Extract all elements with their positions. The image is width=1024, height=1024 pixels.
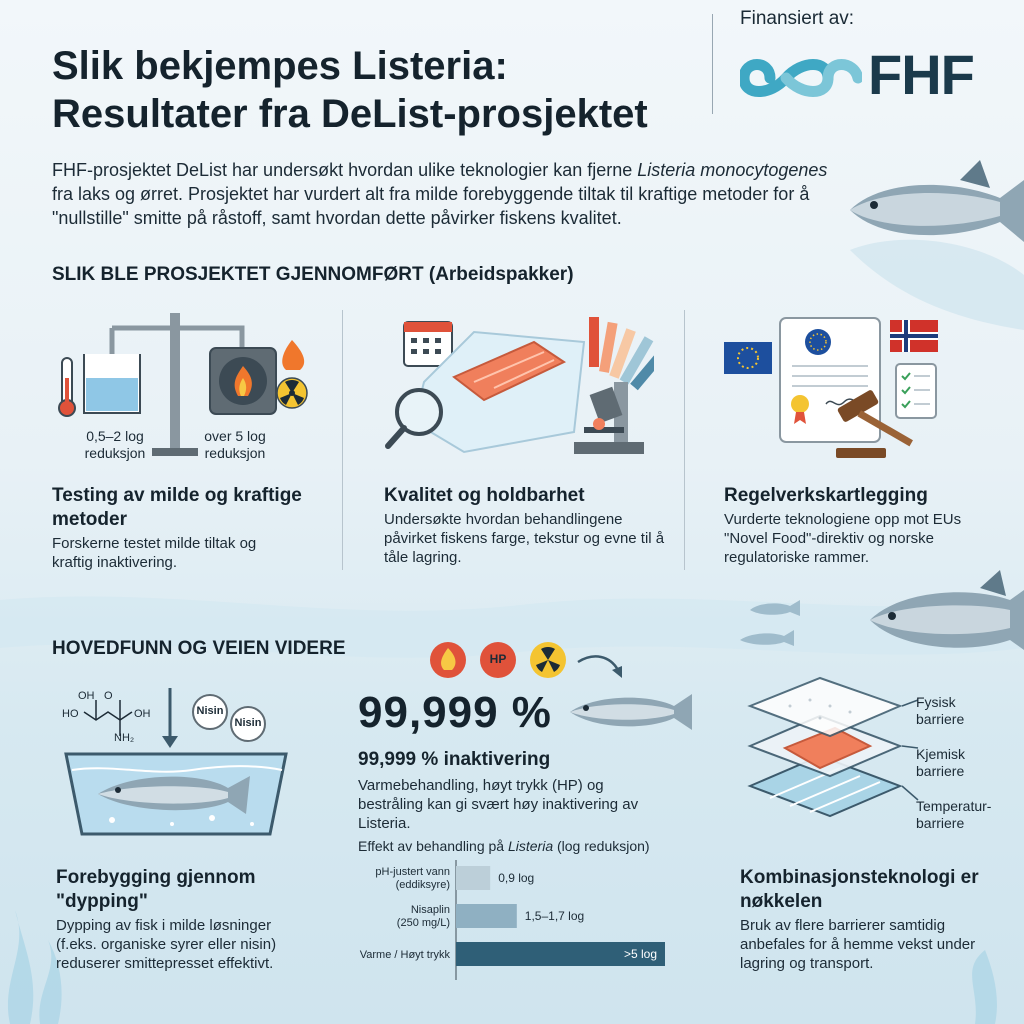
- intro-species: Listeria monocytogenes: [637, 160, 828, 180]
- chart-category-label: Varme / Høyt trykk: [359, 949, 450, 961]
- chart-title-species: Listeria: [507, 838, 554, 854]
- molecule-label-o: O: [104, 690, 113, 702]
- chart-title-prefix: Effekt av behandling på: [358, 838, 508, 854]
- page-title: [52, 42, 732, 138]
- layer-label-temperature: Temperatur-barriere: [916, 798, 992, 831]
- log-reduction-bar-chart: [350, 860, 690, 980]
- regulation-illustration: [720, 312, 960, 472]
- layer-label-physical: Fysisk barriere: [916, 694, 965, 727]
- salmon-small-icon: [566, 686, 696, 736]
- wp1-label-left: 0,5–2 log reduksjon: [84, 428, 146, 461]
- molecule-label-ho: HO: [62, 708, 79, 720]
- nisin-bubble-2: Nisin: [234, 717, 262, 729]
- hp-badge: HP: [489, 652, 507, 666]
- dipping-title: Forebygging gjennom "dypping": [56, 867, 256, 912]
- chart-title: [358, 838, 650, 854]
- combination-title: Kombinasjonsteknologi er nøkkelen: [740, 867, 979, 912]
- separator-2: [684, 310, 685, 570]
- chart-title-suffix: (log reduksjon): [553, 838, 650, 854]
- wp1-title: Testing av milde og kraftige metoder: [52, 485, 302, 530]
- molecule-label-oh1: OH: [78, 690, 95, 702]
- barrier-layers-illustration: [730, 676, 920, 836]
- sponsor-label: Finansiert av:: [740, 8, 855, 29]
- wp2-body: Undersøkte hvordan behandlingene påvirket fiskens farge, tekstur og evne til å tåle lagring.: [384, 511, 665, 566]
- inactivation-title: 99,999 % inaktivering: [358, 749, 551, 770]
- layer-label-chemical: Kjemisk barriere: [916, 746, 966, 779]
- dipping-illustration: [52, 684, 302, 844]
- quality-illustration: [384, 312, 654, 472]
- intro-part2: fra laks og ørret. Prosjektet har vurdert alt fra milde forebyggende tiltak til kraftige metoder for å "nullstille" smitte på råstoff, samt hvordan dette påvirker fiskens kvalitet.: [52, 184, 810, 228]
- wp1-label-right: over 5 log reduksjon: [204, 428, 266, 461]
- title-line-1: Slik bekjempes Listeria:: [52, 44, 508, 88]
- chart-bar: [456, 904, 517, 928]
- chart-bar: [456, 866, 490, 890]
- findings-heading: HOVEDFUNN OG VEIEN VIDERE: [52, 638, 346, 659]
- chart-value-label: >5 log: [623, 947, 657, 961]
- dipping-body: Dypping av fisk i milde løsninger (f.eks. organiske syrer eller nisin) reduserer smittepresset effektivt.: [56, 917, 277, 972]
- combination-body: Bruk av flere barrierer samtidig anbefales for å hemme vekst under lagring og transport.: [740, 917, 976, 972]
- chart-value-label: 0,9 log: [498, 871, 535, 885]
- chart-value-label: 1,5–1,7 log: [524, 909, 585, 923]
- salmon-illustration-top: [840, 150, 1024, 260]
- inactivation-body: Varmebehandling, høyt trykk (HP) og bestråling kan gi svært høy inaktivering av Listeria.: [358, 777, 639, 832]
- intro-part1: FHF-prosjektet DeList har undersøkt hvordan ulike teknologier kan fjerne: [52, 160, 638, 180]
- title-line-2: Resultater fra DeList-prosjektet: [52, 92, 648, 136]
- big-percentage: 99,999 %: [358, 688, 552, 737]
- separator-1: [342, 310, 343, 570]
- intro-text: [52, 158, 852, 230]
- work-packages-heading: SLIK BLE PROSJEKTET GJENNOMFØRT (Arbeidspakker): [52, 264, 574, 285]
- chart-category-label: Nisaplin (250 mg/L): [396, 904, 450, 929]
- fhf-logo-mark: [740, 50, 862, 106]
- molecule-label-oh2: OH: [134, 708, 151, 720]
- wp1-body: Forskerne testet milde tiltak og kraftig inaktivering.: [52, 535, 257, 571]
- fhf-logo-text: FHF: [868, 43, 974, 106]
- curved-arrow-icon: [576, 652, 628, 682]
- header-divider: [712, 14, 713, 114]
- wp3-title: Regelverkskartlegging: [724, 485, 928, 506]
- nisin-bubble-1: Nisin: [196, 705, 224, 717]
- wp2-title: Kvalitet og holdbarhet: [384, 485, 585, 506]
- chart-category-label: pH-justert vann (eddiksyre): [375, 866, 450, 891]
- molecule-label-nh2: NH₂: [114, 732, 135, 744]
- fish-school-illustration: [740, 550, 1024, 670]
- wp3-body: Vurderte teknologiene opp mot EUs "Novel Food"-direktiv og norske regulatoriske rammer.: [724, 511, 962, 566]
